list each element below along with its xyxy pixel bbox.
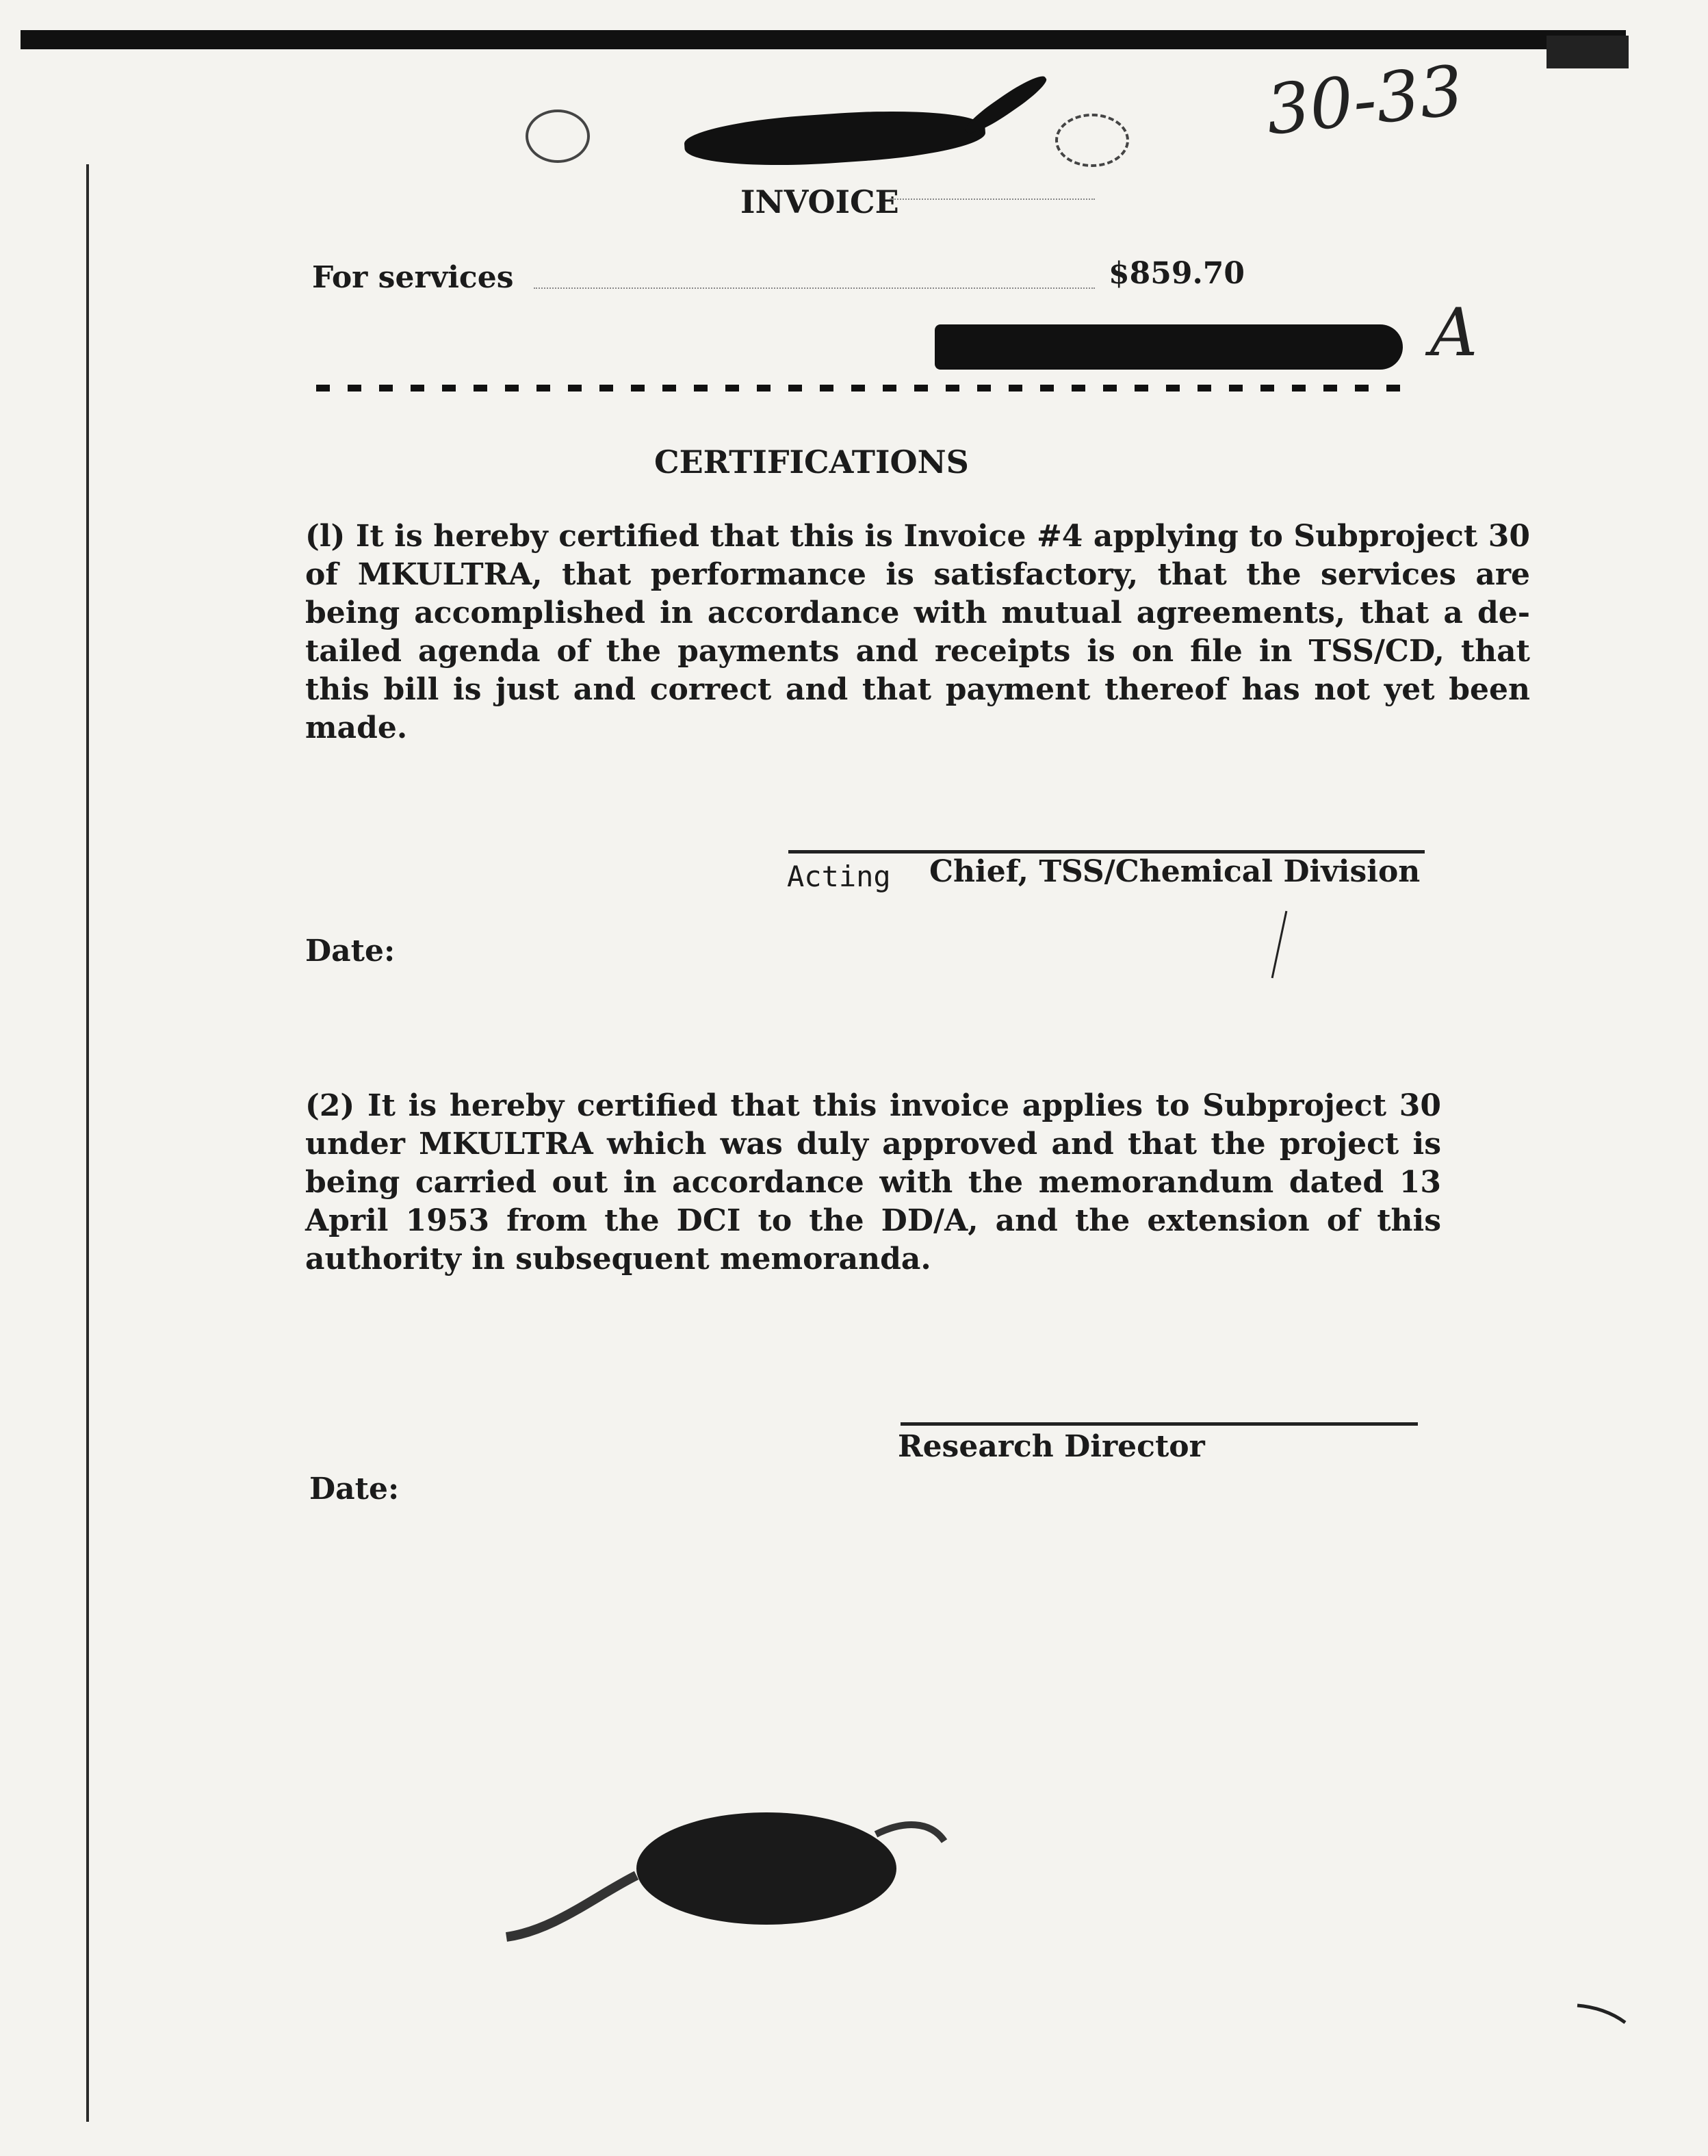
redaction-bottom-stamp — [493, 1793, 985, 1944]
date-label-1: Date: — [305, 934, 396, 968]
title-dotted-line — [890, 198, 1095, 201]
signature-2-title: Research Director — [898, 1429, 1205, 1464]
invoice-title: INVOICE — [740, 183, 899, 220]
service-label: For services — [312, 260, 514, 295]
signature-tick-mark — [1271, 911, 1288, 978]
redaction-header-tail — [961, 70, 1050, 140]
signature-line-1 — [788, 850, 1425, 854]
signature-1-prefix: Acting — [787, 860, 891, 893]
certification-paragraph-2: (2) It is hereby certified that this invoice applies to Subproject 30 under MKULTRA which was duly approved and that the project is being carried out in accordance with the memorandum dated 13 April 1953 from the DCI to the DD/A, and the extension of this authority in subsequent memoranda. — [305, 1088, 1441, 1276]
redaction-header — [683, 103, 987, 174]
certifications-title: CERTIFICATIONS — [654, 444, 969, 480]
handwritten-mark: A — [1430, 294, 1478, 371]
signature-1-title: Chief, TSS/Chemical Division — [929, 854, 1421, 889]
redaction-payee — [935, 324, 1403, 370]
invoice-amount: $859.70 — [1109, 256, 1245, 291]
signature-line-2 — [901, 1422, 1418, 1426]
service-dotted-line — [534, 287, 1095, 290]
dashed-separator — [316, 385, 1404, 392]
scan-top-border — [21, 30, 1626, 49]
date-label-2: Date: — [309, 1472, 400, 1506]
scan-corner-shadow — [1547, 36, 1629, 68]
punch-hole-right — [1055, 114, 1129, 167]
punch-hole-left — [526, 110, 590, 163]
handwritten-document-number: 30-33 — [1262, 50, 1467, 151]
certification-paragraph-1: (l) It is hereby certified that this is Invoice #4 applying to Subproject 30 of MKULTRA, that performance is satisfactory, that the services are being accomplished in accordance with mutual agreements, that a de-tailed agenda of the payments and receipts is on file in TSS/CD, that this bill is just and correct and that payment thereof has not yet been made. — [305, 519, 1530, 745]
stray-pen-mark — [1574, 1999, 1629, 2026]
scan-left-margin-line — [86, 164, 89, 2122]
